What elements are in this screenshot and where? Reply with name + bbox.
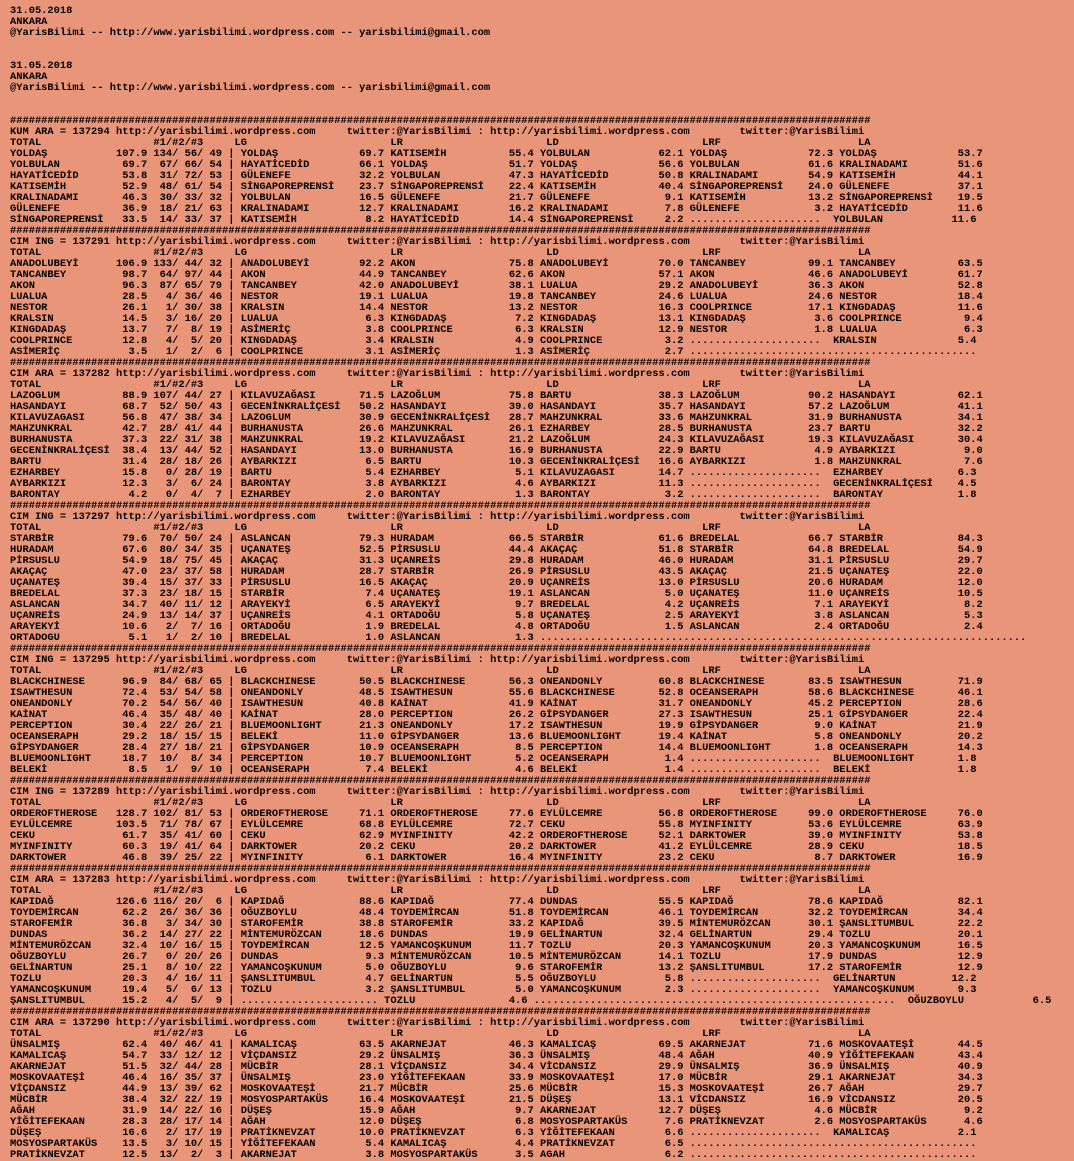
separator-line: ##########################################################################################################################################	[10, 500, 871, 512]
result-row: KINGDADAŞ 13.7 7/ 8/ 19 | ASİMERİÇ 3.8 COOLPRINCE 6.3 KRALSIN 12.9 NESTOR 1.8 LUALUA 6.3	[10, 324, 983, 336]
race-header-line: KUM ARA = 137294 http://yarisbilimi.wordpress.com twitter:@YarisBilimi : http://yarisbilimi.wordpress.com twitter:@YarisBilimi	[10, 126, 865, 138]
result-row: MÜCBİR 38.4 32/ 22/ 19 | MOSYOSPARTAKÜS 16.4 MOSKOVAATEŞİ 21.5 DÜŞEŞ 13.1 VİCDANSIZ 16.9 VİCDANSIZ 20.5	[10, 1094, 983, 1106]
result-row: KILAVUZAGASI 56.8 47/ 38/ 34 | LAZOGLUM 30.9 GECENİNKRALİÇESİ 28.7 MAHZUNKRAL 33.6 MAHZUNKRAL 31.9 BURHANUSTA 34.1	[10, 412, 983, 424]
result-row: AĞAH 31.9 14/ 22/ 16 | DÜŞEŞ 15.9 AĞAH 9.7 AKARNEJAT 12.7 DÜŞEŞ 4.6 MÜCBİR 9.2	[10, 1105, 983, 1117]
result-row: ÜNSALMIŞ 62.4 40/ 46/ 41 | KAMALICAŞ 63.5 AKARNEJAT 46.3 KAMALICAŞ 69.5 AKARNEJAT 71.6 MOSKOVAATEŞİ 44.5	[10, 1039, 983, 1051]
separator-line: ##########################################################################################################################################	[10, 863, 871, 875]
race-report-document	[10, 6, 1051, 1161]
column-header-line: TOTAL #1/#2/#3 LG LR LD LRF LA	[10, 379, 871, 391]
result-row: VİÇDANSIZ 44.9 13/ 39/ 62 | MOSKOVAATEŞİ 21.7 MÜCBİR 25.6 MÜCBİR 15.3 MOSKOVAATEŞİ 26.7 AĞAH 29.7	[10, 1083, 983, 1095]
result-row: YOLDAŞ 107.9 134/ 56/ 49 | YOLDAŞ 69.7 KATISEMİH 55.4 YOLBULAN 62.1 YOLDAŞ 72.3 YOLDAŞ 53.7	[10, 148, 983, 160]
result-row: BLUEMOONLIGHT 18.7 10/ 8/ 34 | PERCEPTION 10.7 BLUEMOONLIGHT 5.2 OCEANSERAPH 1.4 ..................... BLUEMOONLIGHT 1.8	[10, 753, 977, 765]
result-row: GELİNARTUN 25.1 8/ 10/ 22 | YAMANCOŞKUNUM 5.0 OĞUZBOYLU 9.6 STAROFEMİR 13.2 ŞANSLITUMBUL 17.2 STAROFEMİR 12.9	[10, 962, 983, 974]
result-row: ASLANCAN 34.7 40/ 11/ 12 | ARAYEKYİ 6.5 ARAYEKYİ 9.7 BREDELAL 4.2 UÇANREİS 7.1 ARAYEKYİ 8.2	[10, 599, 983, 611]
result-row: MAHZUNKRAL 42.7 28/ 41/ 44 | BURHANUSTA 26.6 MAHZUNKRAL 26.1 EZHARBEY 28.5 BURHANUSTA 23.7 BARTU 32.2	[10, 423, 983, 435]
column-header-line: TOTAL #1/#2/#3 LG LR LD LRF LA	[10, 522, 871, 534]
result-row: AKON 96.3 87/ 65/ 79 | TANCANBEY 42.0 ANADOLUBEYİ 38.1 LUALUA 29.2 ANADOLUBEYİ 36.3 AKON 52.8	[10, 280, 983, 292]
result-row: ARAYEKYİ 10.6 2/ 7/ 16 | ORTADOĞU 1.9 BREDELAL 4.8 ORTADOĞU 1.5 ASLANCAN 2.4 ORTADOĞU 2.4	[10, 621, 983, 633]
result-row: GÜLENEFE 36.9 18/ 21/ 63 | KRALINADAMI 12.7 KRALINADAMI 16.2 KRALINADAMI 7.8 GÜLENEFE 3.2 HAYATİCEDİD 11.6	[10, 203, 983, 215]
separator-line: ##########################################################################################################################################	[10, 357, 871, 369]
result-row: UÇANATEŞ 39.4 15/ 37/ 33 | PİRSUSLU 16.5 AKAÇAÇ 20.9 UÇANREİS 13.0 PİRSUSLU 20.6 HURADAM 12.0	[10, 577, 983, 589]
column-header-line: TOTAL #1/#2/#3 LG LR LD LRF LA	[10, 137, 871, 149]
separator-line: ##########################################################################################################################################	[10, 115, 871, 127]
result-row: DARKTOWER 46.8 39/ 25/ 22 | MYINFINITY 6.1 DARKTOWER 16.4 MYINFINITY 23.2 CEKU 8.7 DARKTOWER 16.9	[10, 852, 983, 864]
result-row: GİPSYDANGER 28.4 27/ 18/ 21 | GİPSYDANGER 10.9 OCEANSERAPH 8.5 PERCEPTION 14.4 BLUEMOONLIGHT 1.8 OCEANSERAPH 14.3	[10, 742, 983, 754]
race-header-line: CIM ING = 137291 http://yarisbilimi.wordpress.com twitter:@YarisBilimi : http://yarisbilimi.wordpress.com twitter:@YarisBilimi	[10, 236, 865, 248]
result-row: YOLBULAN 69.7 67/ 66/ 54 | HAYATİCEDİD 66.1 YOLDAŞ 51.7 YOLDAŞ 56.6 YOLBULAN 61.6 KRALINADAMI 51.6	[10, 159, 983, 171]
separator-line: ##########################################################################################################################################	[10, 643, 871, 655]
separator-line: ##########################################################################################################################################	[10, 225, 871, 237]
result-row: KAMALICAŞ 54.7 33/ 12/ 12 | VİÇDANSIZ 29.2 ÜNSALMIŞ 36.3 ÜNSALMIŞ 48.4 AĞAH 40.9 YİĞİTEFEKAAN 43.4	[10, 1050, 983, 1062]
result-row: TOYDEMİRCAN 62.2 26/ 36/ 36 | OĞUZBOYLU 48.4 TOYDEMİRCAN 51.8 TOYDEMİRCAN 46.1 TOYDEMİRCAN 32.2 TOYDEMİRCAN 34.4	[10, 907, 983, 919]
result-row: EYLÜLCEMRE 103.5 71/ 78/ 67 | EYLÜLCEMRE 68.8 EYLÜLCEMRE 72.7 CEKU 55.8 MYINFINITY 53.6 EYLÜLCEMRE 63.9	[10, 819, 983, 831]
result-row: PİRSUSLU 54.9 18/ 75/ 45 | AKAÇAÇ 31.3 UÇANREİS 29.8 HURADAM 46.0 HURADAM 31.1 PİRSUSLU 29.7	[10, 555, 983, 567]
result-row: SİNGAPOREPRENSİ 33.5 14/ 33/ 37 | KATISEMİH 8.2 HAYATİCEDİD 14.4 SİNGAPOREPRENSİ 2.2 ..................... YOLBULAN 11.6	[10, 214, 977, 226]
result-row: ONEANDONLY 70.2 54/ 56/ 40 | ISAWTHESUN 40.8 KAİNAT 41.9 KAİNAT 31.7 ONEANDONLY 45.2 PERCEPTION 28.6	[10, 698, 983, 710]
result-row: ASİMERİÇ 3.5 1/ 2/ 6 | COOLPRINCE 3.1 ASİMERİÇ 1.3 ASİMERİÇ 2.7 ..............................................	[10, 346, 977, 358]
race-header-line: CIM ARA = 137290 http://yarisbilimi.wordpress.com twitter:@YarisBilimi : http://yarisbilimi.wordpress.com twitter:@YarisBilimi	[10, 1017, 865, 1029]
result-row: STARBİR 79.6 70/ 50/ 24 | ASLANCAN 79.3 HURADAM 66.5 STARBİR 61.6 BREDELAL 66.7 STARBİR 84.3	[10, 533, 983, 545]
text-line: ANKARA	[10, 16, 48, 28]
result-row: AYBARKIZI 12.3 3/ 6/ 24 | BARONTAY 3.8 AYBARKIZI 4.6 AYBARKIZI 11.3 ..................... GECENİNKRALİÇESİ 4.5	[10, 478, 977, 490]
result-row: OCEANSERAPH 29.2 18/ 15/ 15 | BELEKİ 11.0 GİPSYDANGER 13.6 BLUEMOONLIGHT 19.4 KAİNAT 5.8 ONEANDONLY 20.2	[10, 731, 983, 743]
column-header-line: TOTAL #1/#2/#3 LG LR LD LRF LA	[10, 797, 871, 809]
result-row: MYINFINITY 60.3 19/ 41/ 64 | DARKTOWER 20.2 CEKU 20.2 DARKTOWER 41.2 EYLÜLCEMRE 28.9 CEKU 18.5	[10, 841, 983, 853]
text-line: ANKARA	[10, 71, 48, 83]
result-row: COOLPRINCE 12.8 4/ 5/ 20 | KINGDADAŞ 3.4 KRALSIN 4.9 COOLPRINCE 3.2 ..................... KRALSIN 5.4	[10, 335, 977, 347]
text-line: 31.05.2018	[10, 60, 73, 72]
result-row: BARTU 31.4 28/ 18/ 26 | AYBARKIZI 6.5 BARTU 10.3 GECENİNKRALİÇESİ 16.6 AYBARKIZI 1.8 MAHZUNKRAL 7.6	[10, 456, 983, 468]
blank-line	[10, 39, 1051, 50]
race-header-line: CIM ING = 137289 http://yarisbilimi.wordpress.com twitter:@YarisBilimi : http://yarisbilimi.wordpress.com twitter:@YarisBilimi	[10, 786, 865, 798]
result-row: AKARNEJAT 51.5 32/ 44/ 28 | MÜCBİR 28.1 VİÇDANSIZ 34.4 VİCDANSIZ 29.9 ÜNSALMIŞ 36.9 ÜNSALMIŞ 40.9	[10, 1061, 983, 1073]
result-row: AKAÇAÇ 47.0 23/ 37/ 58 | HURADAM 28.7 STARBİR 26.9 PİRSUSLU 43.5 AKAÇAÇ 21.5 UÇANATEŞ 22.0	[10, 566, 983, 578]
text-line: @YarisBilimi -- http://www.yarisbilimi.wordpress.com -- yarisbilimi@gmail.com	[10, 82, 491, 94]
result-row: NESTOR 26.1 1/ 30/ 38 | KRALSIN 14.4 NESTOR 13.2 NESTOR 16.3 COOLPRINCE 17.1 KINGDADAŞ 11.6	[10, 302, 983, 314]
race-header-line: CIM ARA = 137282 http://yarisbilimi.wordpress.com twitter:@YarisBilimi : http://yarisbilimi.wordpress.com twitter:@YarisBilimi	[10, 368, 865, 380]
result-row: DUNDAS 36.2 14/ 27/ 22 | MİNTEMURÖZCAN 18.6 DUNDAS 19.9 GELİNARTUN 32.4 GELİNARTUN 29.4 TOZLU 20.1	[10, 929, 983, 941]
result-row: BREDELAL 37.3 23/ 18/ 15 | STARBİR 7.4 UÇANATEŞ 19.1 ASLANCAN 5.0 UÇANATEŞ 11.0 UÇANREİS 10.5	[10, 588, 983, 600]
result-row: MOSYOSPARTAKÜS 13.5 3/ 10/ 15 | YİĞİTEFEKAAN 5.4 KAMALICAŞ 4.4 PRATİKNEVZAT 6.5 ..............................................	[10, 1138, 977, 1150]
result-row: STAROFEMİR 36.8 3/ 34/ 30 | STAROFEMİR 38.8 STAROFEMİR 33.2 KAPIDAĞ 39.5 MİNTEMURÖZCAN 30.1 ŞANSLITUMBUL 22.2	[10, 918, 983, 930]
column-header-line: TOTAL #1/#2/#3 LG LR LD LRF LA	[10, 885, 871, 897]
result-row: TANCANBEY 98.7 64/ 97/ 44 | AKON 44.9 TANCANBEY 62.6 AKON 57.1 AKON 46.6 ANADOLUBEYİ 61.7	[10, 269, 983, 281]
column-header-line: TOTAL #1/#2/#3 LG LR LD LRF LA	[10, 665, 871, 677]
result-row: ORTADOGU 5.1 1/ 2/ 10 | BREDELAL 1.0 ASLANCAN 1.3 ..............................................................................	[10, 632, 1027, 644]
result-row: PERCEPTION 30.4 22/ 26/ 21 | BLUEMOONLIGHT 21.3 ONEANDONLY 17.2 ISAWTHESUN 19.9 GİPSYDANGER 9.0 KAİNAT 21.9	[10, 720, 983, 732]
result-row: KAPIDAĞ 126.6 116/ 20/ 6 | KAPIDAĞ 88.6 KAPIDAĞ 77.4 DUNDAS 55.5 KAPIDAĞ 78.6 KAPIDAĞ 82.1	[10, 896, 983, 908]
result-row: MİNTEMURÖZCAN 32.4 10/ 16/ 15 | TOYDEMİRCAN 12.5 YAMANCOŞKUNUM 11.7 TOZLU 20.3 YAMANCOŞKUNUM 20.3 YAMANCOŞKUNUM 16.5	[10, 940, 983, 952]
blank-line	[10, 94, 1051, 105]
result-row: BARONTAY 4.2 0/ 4/ 7 | EZHARBEY 2.0 BARONTAY 1.3 BARONTAY 3.2 ..................... BARONTAY 1.8	[10, 489, 977, 501]
result-row: KRALSIN 14.5 3/ 16/ 20 | LUALUA 6.3 KINGDADAŞ 7.2 KINGDADAŞ 13.1 KINGDADAŞ 3.6 COOLPRINCE 9.4	[10, 313, 983, 325]
result-row: TOZLU 20.3 4/ 16/ 11 | ŞANSLITUMBUL 4.7 GELİNARTUN 5.5 OĞUZBOYLU 5.8 ..................... GELİNARTUN 12.2	[10, 973, 977, 985]
result-row: YİĞİTEFEKAAN 28.3 28/ 17/ 14 | AĞAH 12.0 DÜŞEŞ 6.8 MOSYOSPARTAKÜS 7.6 PRATİKNEVZAT 2.6 MOSYOSPARTAKÜS 4.6	[10, 1116, 983, 1128]
column-header-line: TOTAL #1/#2/#3 LG LR LD LRF LA	[10, 1028, 871, 1040]
race-header-line: CIM ING = 137295 http://yarisbilimi.wordpress.com twitter:@YarisBilimi : http://yarisbilimi.wordpress.com twitter:@YarisBilimi	[10, 654, 865, 666]
race-header-line: CIM ING = 137297 http://yarisbilimi.wordpress.com twitter:@YarisBilimi : http://yarisbilimi.wordpress.com twitter:@YarisBilimi	[10, 511, 865, 523]
text-line: 31.05.2018	[10, 5, 73, 17]
result-row: KAİNAT 46.4 35/ 48/ 40 | KAİNAT 28.0 PERCEPTION 26.2 GİPSYDANGER 27.3 ISAWTHESUN 25.1 GİPSYDANGER 22.4	[10, 709, 983, 721]
race-header-line: CIM ARA = 137283 http://yarisbilimi.wordpress.com twitter:@YarisBilimi : http://yarisbilimi.wordpress.com twitter:@YarisBilimi	[10, 874, 865, 886]
result-row: KATISEMİH 52.9 48/ 61/ 54 | SİNGAPOREPRENSİ 23.7 SİNGAPOREPRENSİ 22.4 KATISEMİH 40.4 SİNGAPOREPRENSİ 24.0 GÜLENEFE 37.1	[10, 181, 983, 193]
result-row: BLACKCHINESE 96.9 84/ 68/ 65 | BLACKCHINESE 50.5 BLACKCHINESE 56.3 ONEANDONLY 60.8 BLACKCHINESE 83.5 ISAWTHESUN 71.9	[10, 676, 983, 688]
result-row: HAYATİCEDİD 53.8 31/ 72/ 53 | GÜLENEFE 32.2 YOLBULAN 47.3 HAYATİCEDİD 50.8 KRALINADAMI 54.9 KATISEMİH 44.1	[10, 170, 983, 182]
result-row: OĞUZBOYLU 26.7 0/ 20/ 26 | DUNDAS 9.3 MİNTEMURÖZCAN 10.5 MİNTEMURÖZCAN 14.1 TOZLU 17.9 DUNDAS 12.9	[10, 951, 983, 963]
result-row: CEKU 61.7 35/ 41/ 60 | CEKU 62.9 MYINFINITY 42.2 ORDEROFTHEROSE 52.1 DARKTOWER 39.0 MYINFINITY 53.8	[10, 830, 983, 842]
result-row: HURADAM 67.6 80/ 34/ 35 | UÇANATEŞ 52.5 PİRSUSLU 44.4 AKAÇAÇ 51.8 STARBİR 64.8 BREDELAL 54.9	[10, 544, 983, 556]
result-row: ANADOLUBEYİ 106.9 133/ 44/ 32 | ANADOLUBEYİ 92.2 AKON 75.8 ANADOLUBEYİ 70.0 TANCANBEY 99.1 TANCANBEY 63.5	[10, 258, 983, 270]
result-row: KRALINADAMI 46.3 30/ 33/ 32 | YOLBULAN 16.5 GÜLENEFE 21.7 GÜLENEFE 9.1 KATISEMİH 13.2 SİNGAPOREPRENSİ 19.5	[10, 192, 983, 204]
result-row: PRATİKNEVZAT 12.5 13/ 2/ 3 | AKARNEJAT 3.8 MOSYOSPARTAKÜS 3.5 AGAH 6.2 ..............................................	[10, 1149, 977, 1161]
result-row: ŞANSLITUMBUL 15.2 4/ 5/ 9 | ...................... TOZLU 4.6 .......................................................... OĞUZBOYLU 6.5	[10, 995, 1052, 1007]
result-row: LUALUA 28.5 4/ 36/ 46 | NESTOR 19.1 LUALUA 19.8 TANCANBEY 24.6 LUALUA 24.6 NESTOR 18.4	[10, 291, 983, 303]
result-row: UÇANREİS 24.9 13/ 14/ 37 | UÇANREİS 4.1 ORTADOĞU 5.8 UÇANATEŞ 2.5 ARAYEKYİ 3.8 ASLANCAN 5.3	[10, 610, 983, 622]
result-row: BELEKİ 8.5 1/ 9/ 10 | OCEANSERAPH 7.4 BELEKİ 4.6 BELEKİ 1.4 ..................... BELEKİ 1.8	[10, 764, 977, 776]
result-row: HASANDAYI 68.7 52/ 50/ 43 | GECENİNKRALİÇESİ 50.2 HASANDAYI 39.0 HASANDAYI 35.7 HASANDAYI 57.2 LAZOĞLUM 41.1	[10, 401, 983, 413]
result-row: ISAWTHESUN 72.4 53/ 54/ 58 | ONEANDONLY 48.5 ISAWTHESUN 55.6 BLACKCHINESE 52.8 OCEANSERAPH 58.6 BLACKCHINESE 46.1	[10, 687, 983, 699]
result-row: ORDEROFTHEROSE 128.7 102/ 81/ 53 | ORDEROFTHEROSE 71.1 ORDEROFTHEROSE 77.6 EYLÜLCEMRE 56.8 ORDEROFTHEROSE 99.0 ORDEROFTHEROSE 76.0	[10, 808, 983, 820]
result-row: LAZOGLUM 88.9 107/ 44/ 27 | KILAVUZAĞASI 71.5 LAZOĞLUM 75.8 BARTU 38.3 LAZOĞLUM 90.2 HASANDAYI 62.1	[10, 390, 983, 402]
separator-line: ##########################################################################################################################################	[10, 1006, 871, 1018]
result-row: BURHANUSTA 37.3 22/ 31/ 38 | MAHZUNKRAL 19.2 KILAVUZAĞASI 21.2 LAZOĞLUM 24.3 KILAVUZAĞASI 19.3 KILAVUZAĞASI 30.4	[10, 434, 983, 446]
result-row: DÜŞEŞ 16.6 2/ 17/ 19 | PRATİKNEVZAT 10.0 PRATİKNEVZAT 6.3 YİĞİTEFEKAAN 6.6 ..................... KAMALICAŞ 2.1	[10, 1127, 977, 1139]
result-row: EZHARBEY 15.8 0/ 28/ 19 | BARTU 5.4 EZHARBEY 5.1 KILAVUZAGASI 14.7 ..................... EZHARBEY 6.3	[10, 467, 977, 479]
blank-line	[10, 50, 1051, 61]
result-row: GECENİNKRALİÇESİ 38.4 13/ 44/ 52 | HASANDAYI 13.0 BURHANUSTA 16.9 BURHANUSTA 22.9 BARTU 4.9 AYBARKIZI 9.0	[10, 445, 983, 457]
separator-line: ##########################################################################################################################################	[10, 775, 871, 787]
result-row: MOSKOVAATEŞİ 46.4 16/ 35/ 37 | ÜNSALMIŞ 23.0 YİĞİTEFEKAAN 33.9 MOSKOVAATEŞİ 17.0 MÜCBİR 29.1 AKARNEJAT 34.3	[10, 1072, 983, 1084]
column-header-line: TOTAL #1/#2/#3 LG LR LD LRF LA	[10, 247, 871, 259]
result-row: YAMANCOŞKUNUM 19.4 5/ 6/ 13 | TOZLU 3.2 ŞANSLITUMBUL 5.0 YAMANCOŞKUNUM 2.3 ..................... YAMANCOŞKUNUM 9.3	[10, 984, 977, 996]
text-line: @YarisBilimi -- http://www.yarisbilimi.wordpress.com -- yarisbilimi@gmail.com	[10, 27, 491, 39]
